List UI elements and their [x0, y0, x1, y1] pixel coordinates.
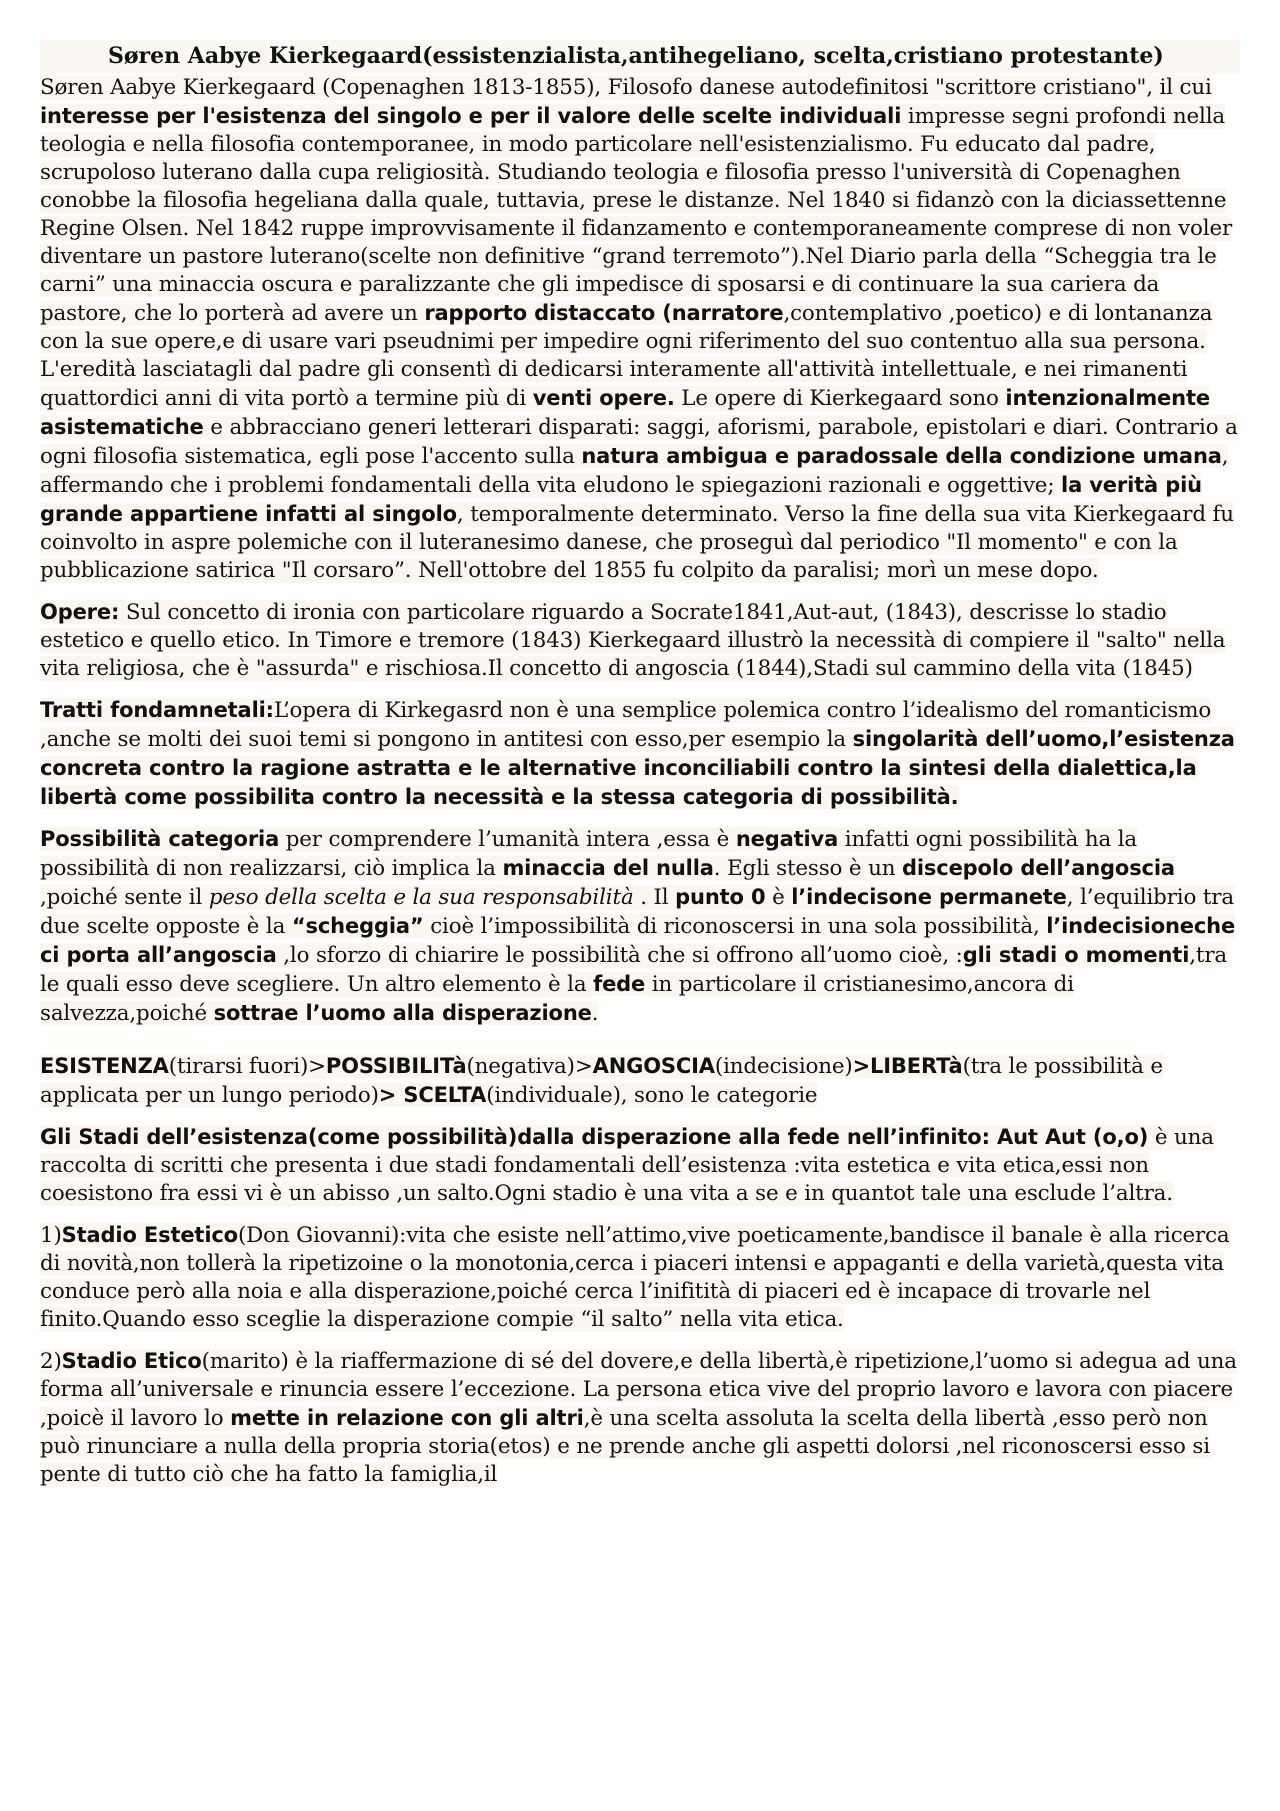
text: . Il: [633, 885, 676, 910]
text: ,è una scelta assoluta la scelta della libertà ,esso però non può rinunciare a nulla della propria storia(etos) e ne prende anche gli aspetti dolorsi ,nel riconoscersi esso si pente di tutto ciò che ha fatto la famiglia,il: [40, 1406, 1210, 1487]
paragraph-biografia: [40, 74, 1240, 585]
bold-text: “scheggia”: [291, 914, 424, 938]
bold-text: Tratti fondamnetali:: [40, 698, 274, 722]
text: cioè l’impossibilità di riconoscersi in una sola possibilità,: [423, 914, 1047, 939]
text: Søren Aabye Kierkegaard (Copenaghen 1813-1855), Filosofo danese autodefinitosi "scrittore cristiano", il cui: [40, 75, 1212, 100]
bold-text: sottrae l’uomo alla disperazione: [213, 1001, 592, 1025]
text: , affermando che i problemi fondamentali della vita eludono le spiegazioni razionali e oggettive;: [40, 444, 1229, 498]
paragraph-possibilita: [40, 825, 1240, 1028]
text: (negativa)>: [466, 1054, 593, 1079]
paragraph-estetico: [40, 1221, 1240, 1334]
bold-text: discepolo dell’angoscia: [902, 856, 1175, 880]
text: e abbracciano generi letterari disparati: saggi, aforismi, parabole, epistolari e diari. Contrario a ogni filosofia sistematica, egli pose l'accento sulla: [40, 415, 1238, 469]
bold-text: ANGOSCIA: [592, 1054, 715, 1078]
italic-text: peso della scelta e la sua responsabilità: [208, 885, 634, 910]
text: 2): [40, 1349, 62, 1374]
paragraph-categorie: [40, 1052, 1240, 1110]
bold-text: Stadio Estetico: [61, 1223, 238, 1247]
bold-text: > SCELTA: [378, 1083, 487, 1107]
bold-text: gli stadi o momenti: [962, 943, 1190, 967]
bold-text: la verità più grande appartiene infatti al singolo: [40, 473, 1202, 526]
text: infatti ogni possibilità ha la possibilità di non realizzarsi, ciò implica la: [40, 827, 1138, 881]
bold-text: negativa: [735, 827, 839, 851]
text: (individuale), sono le categorie: [486, 1083, 818, 1108]
text: è: [765, 885, 792, 910]
text: Sul concetto di ironia con particolare riguardo a Socrate1841,Aut-aut, (1843), descrisse lo stadio estetico e quello etico. In Timore e tremore (1843) Kierkegaard illustrò la necessità di compiere il "salto" nella vita religiosa, che è "assurda" e rischiosa.Il concetto di angoscia (1844),Stadi sul cammino della vita (1845): [40, 600, 1226, 681]
paragraph-stadi: [40, 1123, 1240, 1208]
text: ,poiché sente il: [40, 885, 209, 910]
bold-text: natura ambigua e paradossale della condizione umana: [581, 444, 1222, 468]
bold-text: interesse per l'esistenza del singolo e per il valore delle scelte individuali: [40, 104, 902, 128]
text: (tirarsi fuori)>: [168, 1054, 326, 1079]
text: , l’equilibrio tra due scelte opposte è la: [40, 885, 1234, 939]
text: Le opere di Kierkegaard sono: [674, 386, 1006, 411]
bold-text: Opere:: [40, 600, 120, 624]
text: .: [591, 1001, 599, 1026]
bold-text: mette in relazione con gli altri: [230, 1406, 584, 1430]
text: . Egli stesso è un: [713, 856, 902, 881]
text: (Don Giovanni):vita che esiste nell’attimo,vive poeticamente,bandisce il banale è alla ricerca di novità,non tollerà la ripetizoine o la monotonia,cerca i piaceri intensi e appaganti e della varietà,questa vita conduce però alla noia e alla disperazione,poiché cerca l’inifitità di piaceri ed è incapace di trovarle nel finito.Quando esso sceglie la disperazione compie “il salto” nella vita etica.: [40, 1223, 1230, 1332]
bold-text: Possibilità categoria: [40, 827, 280, 851]
text: è una raccolta di scritti che presenta i due stadi fondamentali dell’esistenza :vita estetica e vita etica,essi non coesistono fra essi vi è un abisso ,un salto.Ogni stadio è una vita a se e in quantot tale una esclude l’altra.: [40, 1125, 1214, 1206]
document-body: [40, 74, 1240, 1489]
bold-text: >LIBERTà: [852, 1054, 963, 1078]
bold-text: fede: [593, 972, 646, 996]
bold-text: venti opere.: [532, 386, 675, 410]
bold-text: intenzionalmente asistematiche: [40, 386, 1210, 439]
bold-text: Stadio Etico: [61, 1349, 202, 1373]
text: impresse segni profondi nella teologia e nella filosofia contemporanee, in modo particolare nell'esistenzialismo. Fu educato dal padre, scrupoloso luterano dalla cupa religiosità. Studiando teologia e filosofia presso l'università di Copenaghen conobbe la filosofia hegeliana dalla quale, tuttavia, prese le distanze. Nel 1840 si fidanzò con la diciassettenne Regine Olsen. Nel 1842 ruppe improvvisamente il fidanzamento e contemporaneamente comprese di non voler diventare un pastore luterano(scelte non definitive “grand terremoto”).Nel Diario parla della “Scheggia tra le carni” una minaccia oscura e paralizzante che gli impedisce di sposarsi e di continuare la sua cariera da pastore, che lo porterà ad avere un: [40, 104, 1233, 326]
paragraph-opere: [40, 598, 1240, 683]
bold-text: minaccia del nulla: [502, 856, 714, 880]
text: ,contemplativo ,poetico) e di lontananza con la sue opere,e di usare vari pseudnimi per impedire ogni riferimento del suo contentuo alla sua persona. L'eredità lasciatagli dal padre gli consentì di dedicarsi interamente all'attività intellettuale, e nei rimanenti quattordici anni di vita portò a termine più di: [40, 301, 1213, 411]
bold-text: l’indecisioneche ci porta all’angoscia: [40, 914, 1236, 967]
bold-text: rapporto distaccato (narratore: [424, 301, 784, 325]
bold-text: POSSIBILITà: [325, 1054, 467, 1078]
text: (indecisione): [714, 1054, 853, 1079]
bold-text: punto 0: [675, 885, 766, 909]
text: (marito) è la riaffermazione di sé del dovere,e della libertà,è ripetizione,l’uomo si adegua ad una forma all’universale e rinuncia essere l’eccezione. La persona etica vive del proprio lavoro e lavora con piacere ,poicè il lavoro lo: [40, 1349, 1237, 1431]
paragraph-etico: [40, 1347, 1240, 1489]
bold-text: l’indecisone permanete: [791, 885, 1067, 909]
text: , temporalmente determinato. Verso la fine della sua vita Kierkegaard fu coinvolto in aspre polemiche con il luteranesimo danese, che proseguì dal periodico "Il momento" e con la pubblicazione satirica "Il corsaro”. Nell'ottobre del 1855 fu colpito da paralisi; morì un mese dopo.: [40, 502, 1234, 583]
text: (tra le possibilità e applicata per un lungo periodo): [40, 1054, 1163, 1108]
text: L’opera di Kirkegasrd non è una semplice polemica contro l’idealismo del romanticismo ,anche se molti dei suoi temi si pongono in antitesi con esso,per esempio la: [40, 698, 1212, 752]
bold-text: Gli Stadi dell’esistenza(come possibilità)dalla disperazione alla fede nell’infinito: Aut Aut (o,o): [40, 1125, 1149, 1149]
bold-text: singolarità dell’uomo,l’esistenza concreta contro la ragione astratta e le alternative inconciliabili contro la sintesi della dialettica,la libertà come possibilita contro la necessità e la stessa categoria di possibilità.: [40, 727, 1235, 809]
text: 1): [40, 1223, 62, 1248]
text: per comprendere l’umanità intera ,essa è: [279, 827, 736, 852]
text: in particolare il cristianesimo,ancora di salvezza,poiché: [40, 972, 1074, 1026]
bold-text: ESISTENZA: [40, 1054, 169, 1078]
paragraph-tratti: [40, 696, 1240, 812]
text: ,tra le quali esso deve scegliere. Un altro elemento è la: [40, 943, 1228, 997]
document-title: Søren Aabye Kierkegaard(essistenzialista,antihegeliano, scelta,cristiano protestante): [40, 40, 1240, 74]
text: ,lo sforzo di chiarire le possibilità che si offrono all’uomo cioè, :: [276, 943, 963, 968]
